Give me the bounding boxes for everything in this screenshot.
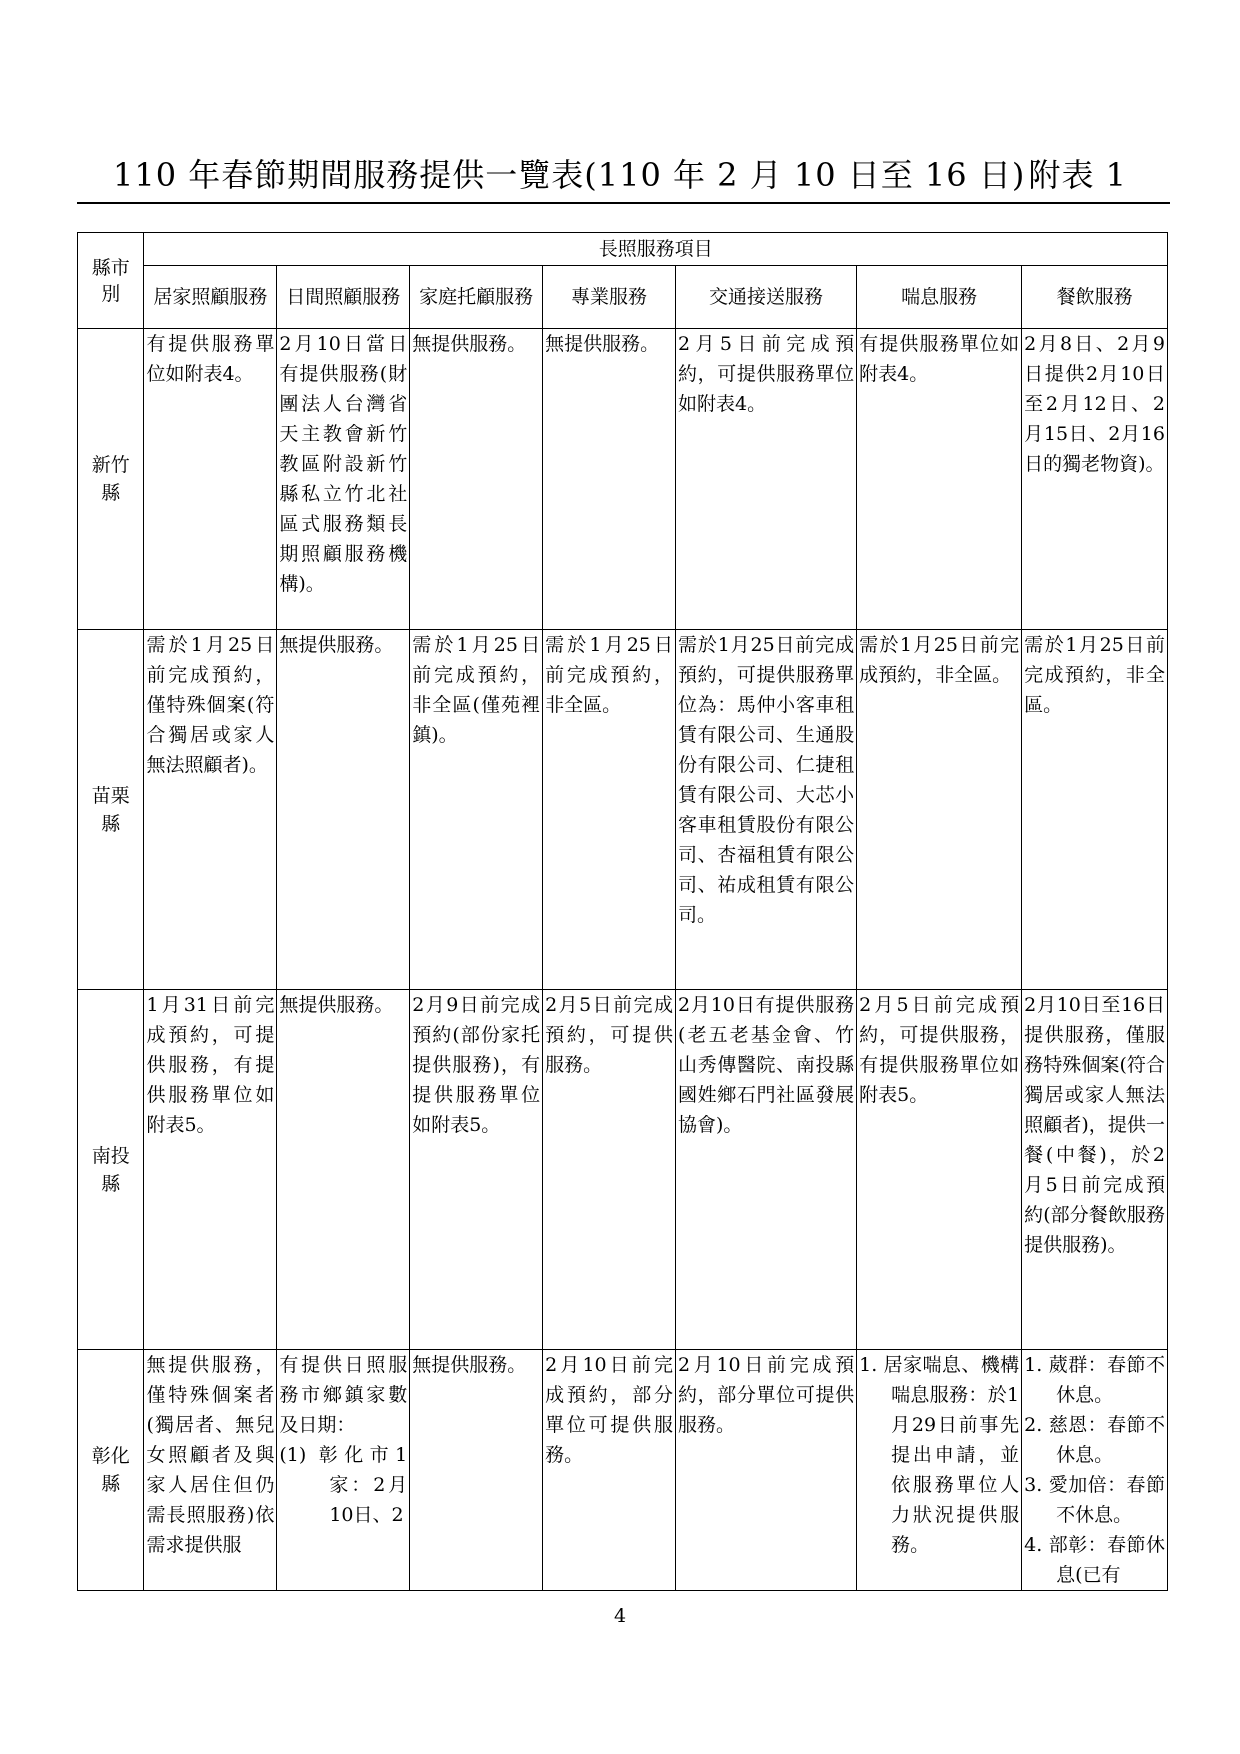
document-title: 110 年春節期間服務提供一覽表(110 年 2 月 10 日至 16 日) bbox=[113, 156, 1026, 194]
table-cell: 2月10日前完成預約，部分單位可提供服務。 bbox=[676, 1350, 857, 1591]
col-header-respite: 喘息服務 bbox=[857, 266, 1022, 329]
county-cell: 彰化縣 bbox=[78, 1350, 144, 1591]
col-header-meal: 餐飲服務 bbox=[1022, 266, 1168, 329]
table-cell: 無提供服務，僅特殊個案者(獨居者、無兒女照顧者及與家人居住但仍需長照服務)依需求提供服 bbox=[144, 1350, 277, 1591]
table-cell: 2月10日至16日提供服務，僅服務特殊個案(符合獨居或家人無法照顧者)，提供一餐(中餐)，於2月5日前完成預約(部分餐飲服務提供服務)。 bbox=[1022, 990, 1168, 1350]
table-row bbox=[78, 630, 1168, 990]
table-cell: 2月10日前完成預約，部分單位可提供服務。 bbox=[543, 1350, 676, 1591]
county-cell: 南投縣 bbox=[78, 990, 144, 1350]
col-header-day-care: 日間照顧服務 bbox=[277, 266, 410, 329]
col-header-professional: 專業服務 bbox=[543, 266, 676, 329]
meal-list bbox=[1024, 1350, 1165, 1590]
table-cell: 無提供服務。 bbox=[410, 329, 543, 630]
county-cell: 苗栗縣 bbox=[78, 630, 144, 990]
col-header-home-care: 居家照顧服務 bbox=[144, 266, 277, 329]
table-cell: 需於1月25日前完成預約，可提供服務單位為：馬仲小客車租賃有限公司、生通股份有限公司、仁捷租賃有限公司、大芯小客車租賃股份有限公司、杏福租賃有限公司、祐成租賃有限公司。 bbox=[676, 630, 857, 990]
table-cell: 需於1月25日前完成預約，非全區(僅苑裡鎮)。 bbox=[410, 630, 543, 990]
table-cell: 2月10日當日有提供服務(財團法人台灣省天主教會新竹教區附設新竹縣私立竹北社區式服務類長期照顧服務機構)。 bbox=[277, 329, 410, 630]
table-cell-day-care bbox=[277, 1350, 410, 1591]
county-header: 縣市別 bbox=[78, 233, 144, 329]
title-rule bbox=[77, 202, 1170, 204]
service-group-header: 長照服務項目 bbox=[144, 233, 1168, 266]
table-cell: 1月31日前完成預約，可提供服務，有提供服務單位如附表5。 bbox=[144, 990, 277, 1350]
col-header-family-care: 家庭托顧服務 bbox=[410, 266, 543, 329]
table-cell: 2月10日有提供服務(老五老基金會、竹山秀傳醫院、南投縣國姓鄉石門社區發展協會)。 bbox=[676, 990, 857, 1350]
title-row bbox=[77, 150, 1167, 200]
table-cell: 2月5日前完成預約，可提供服務。 bbox=[543, 990, 676, 1350]
col-header-transport: 交通接送服務 bbox=[676, 266, 857, 329]
table-cell: 2月8日、2月9日提供2月10日至2月12日、2月15日、2月16日的獨老物資)。 bbox=[1022, 329, 1168, 630]
table-cell: 有提供服務單位如附表4。 bbox=[144, 329, 277, 630]
table-cell: 2月9日前完成預約(部份家托提供服務)，有提供服務單位如附表5。 bbox=[410, 990, 543, 1350]
respite-list bbox=[859, 1350, 1019, 1560]
table-cell: 需於1月25日前完成預約，非全區。 bbox=[1022, 630, 1168, 990]
table-cell: 有提供服務單位如附表4。 bbox=[857, 329, 1022, 630]
table-cell-respite bbox=[857, 1350, 1022, 1591]
table-cell: 需於1月25日前完成預約，非全區。 bbox=[857, 630, 1022, 990]
table-row bbox=[78, 1350, 1168, 1591]
day-care-item: (1) 彰化市1家：2月10日、2 bbox=[279, 1444, 408, 1526]
table-row bbox=[78, 990, 1168, 1350]
table-cell: 無提供服務。 bbox=[277, 990, 410, 1350]
list-item: 4. 部彰：春節休息(已有 bbox=[1024, 1534, 1165, 1586]
table-cell: 無提供服務。 bbox=[543, 329, 676, 630]
list-item: 2. 慈恩：春節不休息。 bbox=[1024, 1414, 1165, 1466]
county-cell: 新竹縣 bbox=[78, 329, 144, 630]
day-care-intro: 有提供日照服務市鄉鎮家數及日期： bbox=[279, 1354, 408, 1436]
table-cell: 需於1月25日前完成預約，非全區。 bbox=[543, 630, 676, 990]
list-item: 1. 葳群：春節不休息。 bbox=[1024, 1354, 1165, 1406]
table-cell-meal bbox=[1022, 1350, 1168, 1591]
table-cell: 無提供服務。 bbox=[410, 1350, 543, 1591]
table-cell: 2月5日前完成預約，可提供服務單位如附表4。 bbox=[676, 329, 857, 630]
page-number: 4 bbox=[613, 1605, 627, 1627]
table-cell: 無提供服務。 bbox=[277, 630, 410, 990]
list-item: 1. 居家喘息、機構喘息服務：於1月29日前事先提出申請，並依服務單位人力狀況提供服務。 bbox=[859, 1354, 1020, 1556]
table-cell: 需於1月25日前完成預約，僅特殊個案(符合獨居或家人無法照顧者)。 bbox=[144, 630, 277, 990]
service-table bbox=[77, 232, 1168, 1591]
list-item: 3. 愛加倍：春節不休息。 bbox=[1024, 1474, 1165, 1526]
table-cell: 2月5日前完成預約，可提供服務，有提供服務單位如附表5。 bbox=[857, 990, 1022, 1350]
appendix-label: 附表 1 bbox=[1028, 156, 1127, 194]
table-row bbox=[78, 329, 1168, 630]
